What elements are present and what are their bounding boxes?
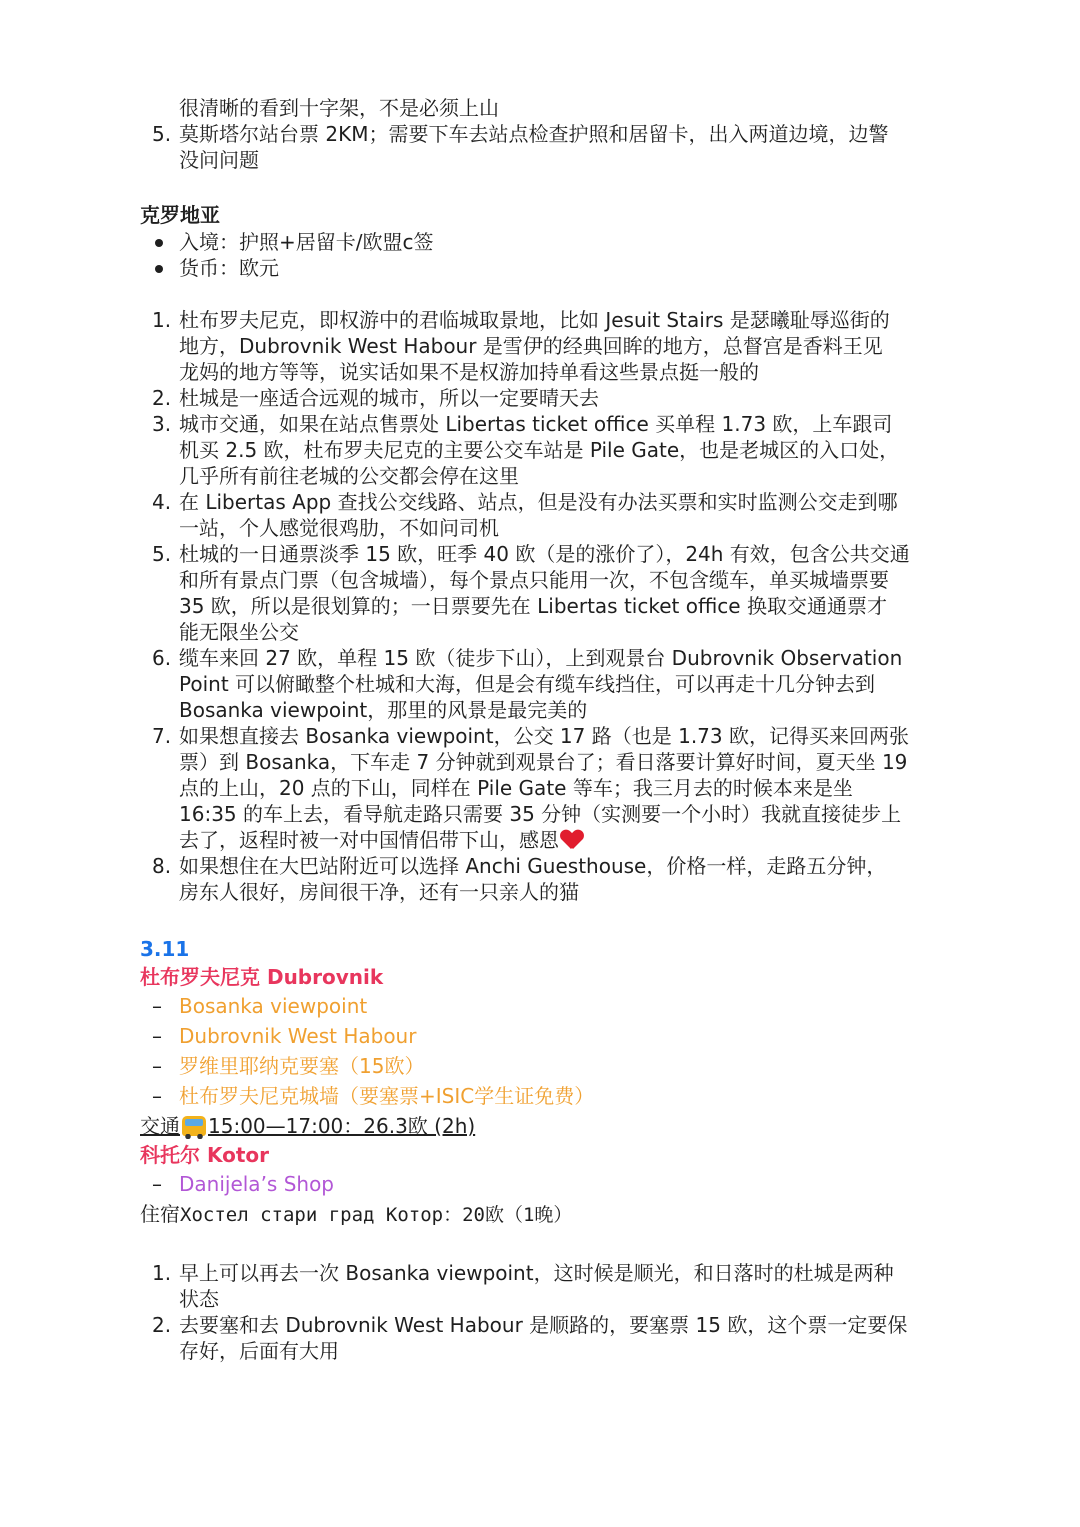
list-item [140,723,950,853]
spot-name: 罗维里耶纳克要塞（15欧） [179,1054,425,1078]
list-number: 7. [152,724,172,748]
spot-item [140,1051,950,1081]
list-item-line: 杜城是一座适合远观的城市，所以一定要晴天去 [179,386,599,410]
list-item-line: 如果想住在大巴站附近可以选择 Anchi Guesthouse，价格一样，走路五分钟， [179,854,887,878]
spot-item [140,991,950,1021]
transport-label: 交通 [140,1114,180,1138]
bullet-text: 入境：护照+居留卡/欧盟c签 [179,230,434,254]
list-item [140,411,950,489]
list-number: 8. [152,854,172,878]
bullet-item [140,255,950,281]
dash-marker: – [152,1024,162,1048]
list-item-line: 早上可以再去一次 Bosanka viewpoint，这时候是顺光，和日落时的杜城是两种 [179,1261,894,1285]
spots-list-dubrovnik [140,991,950,1111]
list-item-line: Point 可以俯瞰整个杜城和大海，但是会有缆车线挡住，可以再走十几分钟去到 [179,672,876,696]
list-item-line: 城市交通，如果在站点售票处 Libertas ticket office 买单程 1.73 欧，上车跟司 [179,412,893,436]
list-item-line: 地方，Dubrovnik West Habour 是雪伊的经典回眸的地方，总督宫是香料王见 [179,334,883,358]
spot-name: Bosanka viewpoint [179,994,368,1018]
list-item-line: 去了，返程时被一对中国情侣带下山，感恩 [179,827,950,853]
list-number: 3. [152,412,172,436]
list-item [140,385,950,411]
list-item-line: 房东人很好，房间很干净，还有一只亲人的猫 [179,880,579,904]
day-date: 3.11 [140,937,190,961]
spot-name: Danijela’s Shop [179,1172,334,1196]
section-heading-croatia: 克罗地亚 [140,203,220,227]
list-item-text: 很清晰的看到十字架，不是必须上山 [179,96,499,120]
bullet-text: 货币：欧元 [179,256,279,280]
list-item-line: 去要塞和去 Dubrovnik West Habour 是顺路的，要塞票 15 欧，这个票一定要保 [179,1313,908,1337]
list-item-line: 杜布罗夫尼克，即权游中的君临城取景地，比如 Jesuit Stairs 是瑟曦耻辱巡街的 [179,308,890,332]
list-item-line: 16:35 的车上去，看导航走路只需要 35 分钟（实测要一个小时）我就直接徒步上 [179,802,902,826]
bullet-icon [155,239,163,247]
list-item-line: 几乎所有前往老城的公交都会停在这里 [179,464,519,488]
list-item-line: 杜城的一日通票淡季 15 欧，旺季 40 欧（是的涨价了），24h 有效，包含公共交通 [179,542,910,566]
bus-icon [182,1116,206,1136]
spot-name: 杜布罗夫尼克城墙（要塞票+ISIC学生证免费） [179,1084,595,1108]
list-number: 1. [152,1261,172,1285]
list-number: 2. [152,1313,172,1337]
list-number: 1. [152,308,172,332]
list-item-line: 状态 [179,1287,219,1311]
notes-list [140,1260,950,1364]
transport-text: 15:00—17:00：26.3欧 (2h) [208,1114,476,1138]
list-item-line: 一站，个人感觉很鸡肋，不如问司机 [179,516,499,540]
list-item [140,489,950,541]
list-number: 4. [152,490,172,514]
list-item-line: Bosanka viewpoint，那里的风景是最完美的 [179,698,588,722]
list-item [140,541,950,645]
list-item-line: 存好，后面有大用 [179,1339,339,1363]
list-item-line: 机买 2.5 欧，杜布罗夫尼克的主要公交车站是 Pile Gate，也是老城区的入口处， [179,438,900,462]
transport-line [140,1111,950,1141]
city-heading-dubrovnik: 杜布罗夫尼克 Dubrovnik [140,965,384,989]
list-item [140,1260,950,1312]
list-item-line: 和所有景点门票（包含城墙），每个景点只能用一次，不包含缆车，单买城墙票要 [179,568,889,592]
list-item-line: 票）到 Bosanka，下车走 7 分钟就到观景台了；看日落要计算好时间，夏天坐 19 [179,750,908,774]
city-heading-kotor: 科托尔 Kotor [140,1143,270,1167]
heart-icon [561,830,583,850]
list-item [140,853,950,905]
list-item [140,121,950,173]
list-item-line: 莫斯塔尔站台票 2KM；需要下车去站点检查护照和居留卡，出入两道边境，边警 [179,122,889,146]
list-number: 5. [152,542,172,566]
tips-list-continued [140,645,950,853]
list-item-line: 缆车来回 27 欧，单程 15 欧（徒步下山），上到观景台 Dubrovnik Observation [179,646,903,670]
list-item [140,1312,950,1364]
stay-label: 住宿 [140,1202,180,1226]
stay-text: Хостел стари град Котор：20欧（1晚） [180,1204,573,1226]
list-item-line: 能无限坐公交 [179,620,299,644]
spot-item [140,1081,950,1111]
spot-item [140,1169,950,1199]
dash-marker: – [152,1172,162,1196]
list-item-continuation [140,95,950,121]
spot-item [140,1021,950,1051]
dash-marker: – [152,1054,162,1078]
spots-list-kotor [140,1169,950,1199]
list-item-line: 在 Libertas App 查找公交线路、站点，但是没有办法买票和实时监测公交走到哪 [179,490,898,514]
bullet-icon [155,265,163,273]
bullet-item [140,229,950,255]
spot-name: Dubrovnik West Habour [179,1024,417,1048]
list-item-line: 35 欧，所以是很划算的；一日票要先在 Libertas ticket office 换取交通通票才 [179,594,887,618]
dash-marker: – [152,1084,162,1108]
list-item-line: 龙妈的地方等等，说实话如果不是权游加持单看这些景点挺一般的 [179,360,759,384]
dash-marker: – [152,994,162,1018]
list-item-line: 点的上山，20 点的下山，同样在 Pile Gate 等车；我三月去的时候本来是坐 [179,776,853,800]
list-item [140,307,950,385]
list-item-line: 如果想直接去 Bosanka viewpoint，公交 17 路（也是 1.73 欧，记得买来回两张 [179,724,909,748]
stay-line [140,1199,950,1230]
tips-list [140,307,950,645]
list-number: 6. [152,646,172,670]
list-number: 2. [152,386,172,410]
list-item [140,645,950,723]
list-number: 5. [152,122,172,146]
list-item-line: 没问问题 [179,148,259,172]
tips-list-end [140,853,950,905]
document-page [140,95,950,1364]
